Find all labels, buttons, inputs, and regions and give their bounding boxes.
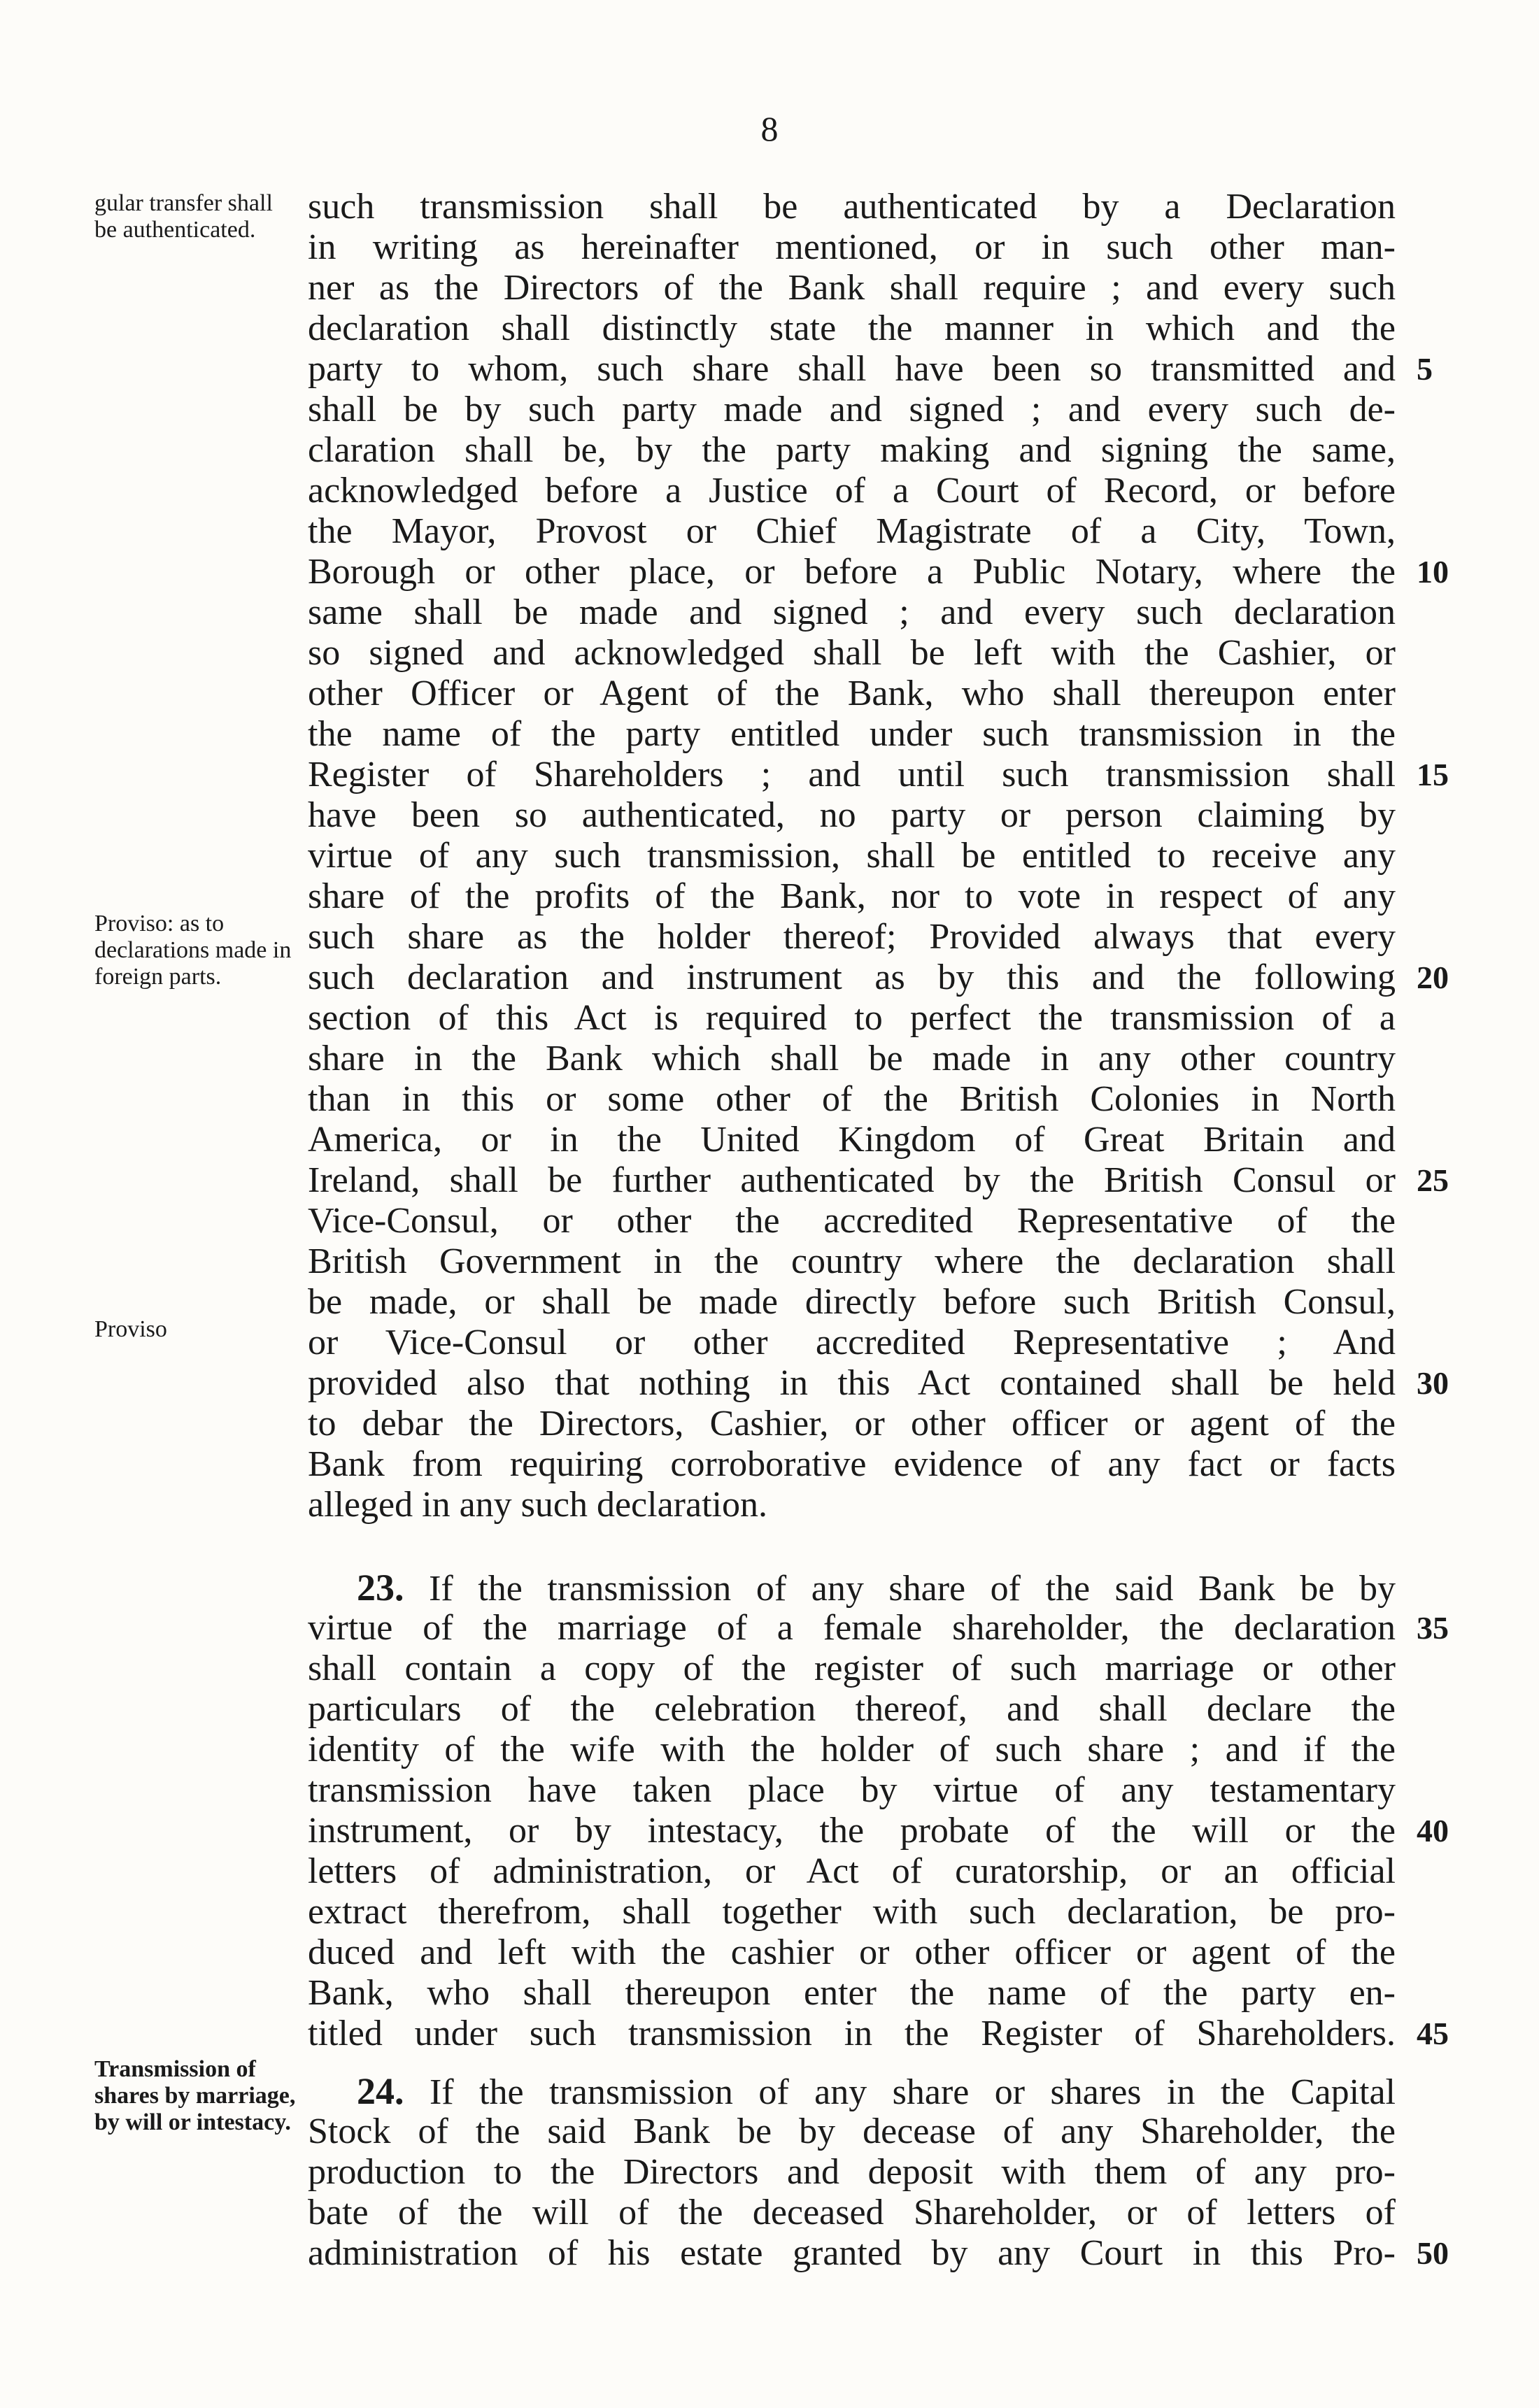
text-line: Bank, who shall thereupon enter the name of the party en- bbox=[308, 1973, 1396, 2013]
text-line: Borough or other place, or before a Public Notary, where the bbox=[308, 552, 1396, 592]
text-line: in writing as hereinafter mentioned, or in such other man- bbox=[308, 227, 1396, 267]
text-line: instrument, or by intestacy, the probate of the will or the bbox=[308, 1811, 1396, 1851]
margin-note: gular transfer shall be authenticated. bbox=[94, 190, 273, 243]
text-line: such declaration and instrument as by this and the following bbox=[308, 957, 1396, 997]
text-line: letters of administration, or Act of curatorship, or an official bbox=[308, 1851, 1396, 1891]
line-number: 40 bbox=[1417, 1813, 1449, 1848]
text-line: party to whom, such share shall have been so transmitted and bbox=[308, 349, 1396, 389]
text-line: Stock of the said Bank be by decease of any Shareholder, the bbox=[308, 2111, 1396, 2151]
line-number: 45 bbox=[1417, 2016, 1449, 2051]
text-line: acknowledged before a Justice of a Court of Record, or before bbox=[308, 471, 1396, 511]
text-line: section of this Act is required to perfect the transmission of a bbox=[308, 998, 1396, 1038]
text-line: than in this or some other of the British Colonies in North bbox=[308, 1079, 1396, 1119]
margin-note: Proviso: as to declarations made in foreign parts. bbox=[94, 911, 292, 990]
text-line: same shall be made and signed ; and every such declaration bbox=[308, 592, 1396, 632]
section-number: 24. bbox=[357, 2070, 404, 2112]
text-line: to debar the Directors, Cashier, or other officer or agent of the bbox=[308, 1404, 1396, 1444]
text-line: ner as the Directors of the Bank shall require ; and every such bbox=[308, 268, 1396, 308]
text-line: particulars of the celebration thereof, and shall declare the bbox=[308, 1689, 1396, 1729]
text-line: so signed and acknowledged shall be left with the Cashier, or bbox=[308, 633, 1396, 673]
text-line: have been so authenticated, no party or person claiming by bbox=[308, 795, 1396, 835]
line-number: 35 bbox=[1417, 1610, 1449, 1646]
text-line: such transmission shall be authenticated by a Declaration bbox=[308, 187, 1396, 227]
text-line: production to the Directors and deposit with them of any pro- bbox=[308, 2152, 1396, 2192]
text-line: extract therefrom, shall together with such declaration, be pro- bbox=[308, 1892, 1396, 1932]
text-line: America, or in the United Kingdom of Great Britain and bbox=[308, 1120, 1396, 1160]
margin-note: Proviso bbox=[94, 1316, 167, 1342]
text-line: bate of the will of the deceased Shareholder, or of letters of bbox=[308, 2193, 1396, 2232]
section-24-first-line bbox=[357, 2070, 1396, 2114]
line-number: 20 bbox=[1417, 960, 1449, 995]
text-line: such share as the holder thereof; Provided always that every bbox=[308, 917, 1396, 957]
text-line: be made, or shall be made directly before such British Consul, bbox=[308, 1282, 1396, 1322]
page-number: 8 bbox=[760, 109, 779, 148]
section-23-first-line bbox=[357, 1567, 1396, 1610]
text-line: provided also that nothing in this Act contained shall be held bbox=[308, 1363, 1396, 1403]
line-number: 10 bbox=[1417, 554, 1449, 590]
text-line: virtue of any such transmission, shall be entitled to receive any bbox=[308, 836, 1396, 876]
section-number: 23. bbox=[357, 1567, 404, 1609]
margin-note: Transmission of shares by marriage, by will or intestacy. bbox=[94, 2056, 296, 2135]
text-line: claration shall be, by the party making and signing the same, bbox=[308, 430, 1396, 470]
text-line: Bank from requiring corroborative evidence of any fact or facts bbox=[308, 1444, 1396, 1484]
text-line: shall be by such party made and signed ; and every such de- bbox=[308, 390, 1396, 429]
text-line: Ireland, shall be further authenticated by the British Consul or bbox=[308, 1160, 1396, 1200]
text-line: British Government in the country where the declaration shall bbox=[308, 1241, 1396, 1281]
text-line: virtue of the marriage of a female shareholder, the declaration bbox=[308, 1608, 1396, 1648]
text-line: declaration shall distinctly state the manner in which and the bbox=[308, 308, 1396, 348]
text-line: transmission have taken place by virtue of any testamentary bbox=[308, 1770, 1396, 1810]
text-line: share of the profits of the Bank, nor to vote in respect of any bbox=[308, 876, 1396, 916]
text-line: other Officer or Agent of the Bank, who shall thereupon enter bbox=[308, 674, 1396, 713]
line-number: 25 bbox=[1417, 1162, 1449, 1198]
line-number: 30 bbox=[1417, 1365, 1449, 1401]
text-line: shall contain a copy of the register of such marriage or other bbox=[308, 1648, 1396, 1688]
text-line: identity of the wife with the holder of such share ; and if the bbox=[308, 1730, 1396, 1769]
text-line: titled under such transmission in the Register of Shareholders. bbox=[308, 2014, 1396, 2053]
text-span: If the transmission of any share or shares in the Capital bbox=[429, 2072, 1396, 2112]
line-number: 50 bbox=[1417, 2235, 1449, 2271]
text-line: duced and left with the cashier or other officer or agent of the bbox=[308, 1932, 1396, 1972]
text-span: If the transmission of any share of the said Bank be by bbox=[429, 1569, 1396, 1609]
text-line: Vice-Consul, or other the accredited Representative of the bbox=[308, 1201, 1396, 1241]
text-line: the Mayor, Provost or Chief Magistrate of a City, Town, bbox=[308, 511, 1396, 551]
text-line: administration of his estate granted by any Court in this Pro- bbox=[308, 2233, 1396, 2273]
text-line: or Vice-Consul or other accredited Representative ; And bbox=[308, 1323, 1396, 1362]
line-number: 5 bbox=[1417, 351, 1433, 387]
line-number: 15 bbox=[1417, 757, 1449, 792]
text-line: the name of the party entitled under such transmission in the bbox=[308, 714, 1396, 754]
text-line: Register of Shareholders ; and until such transmission shall bbox=[308, 755, 1396, 795]
text-line: alleged in any such declaration. bbox=[308, 1485, 767, 1525]
text-line: share in the Bank which shall be made in any other country bbox=[308, 1039, 1396, 1078]
